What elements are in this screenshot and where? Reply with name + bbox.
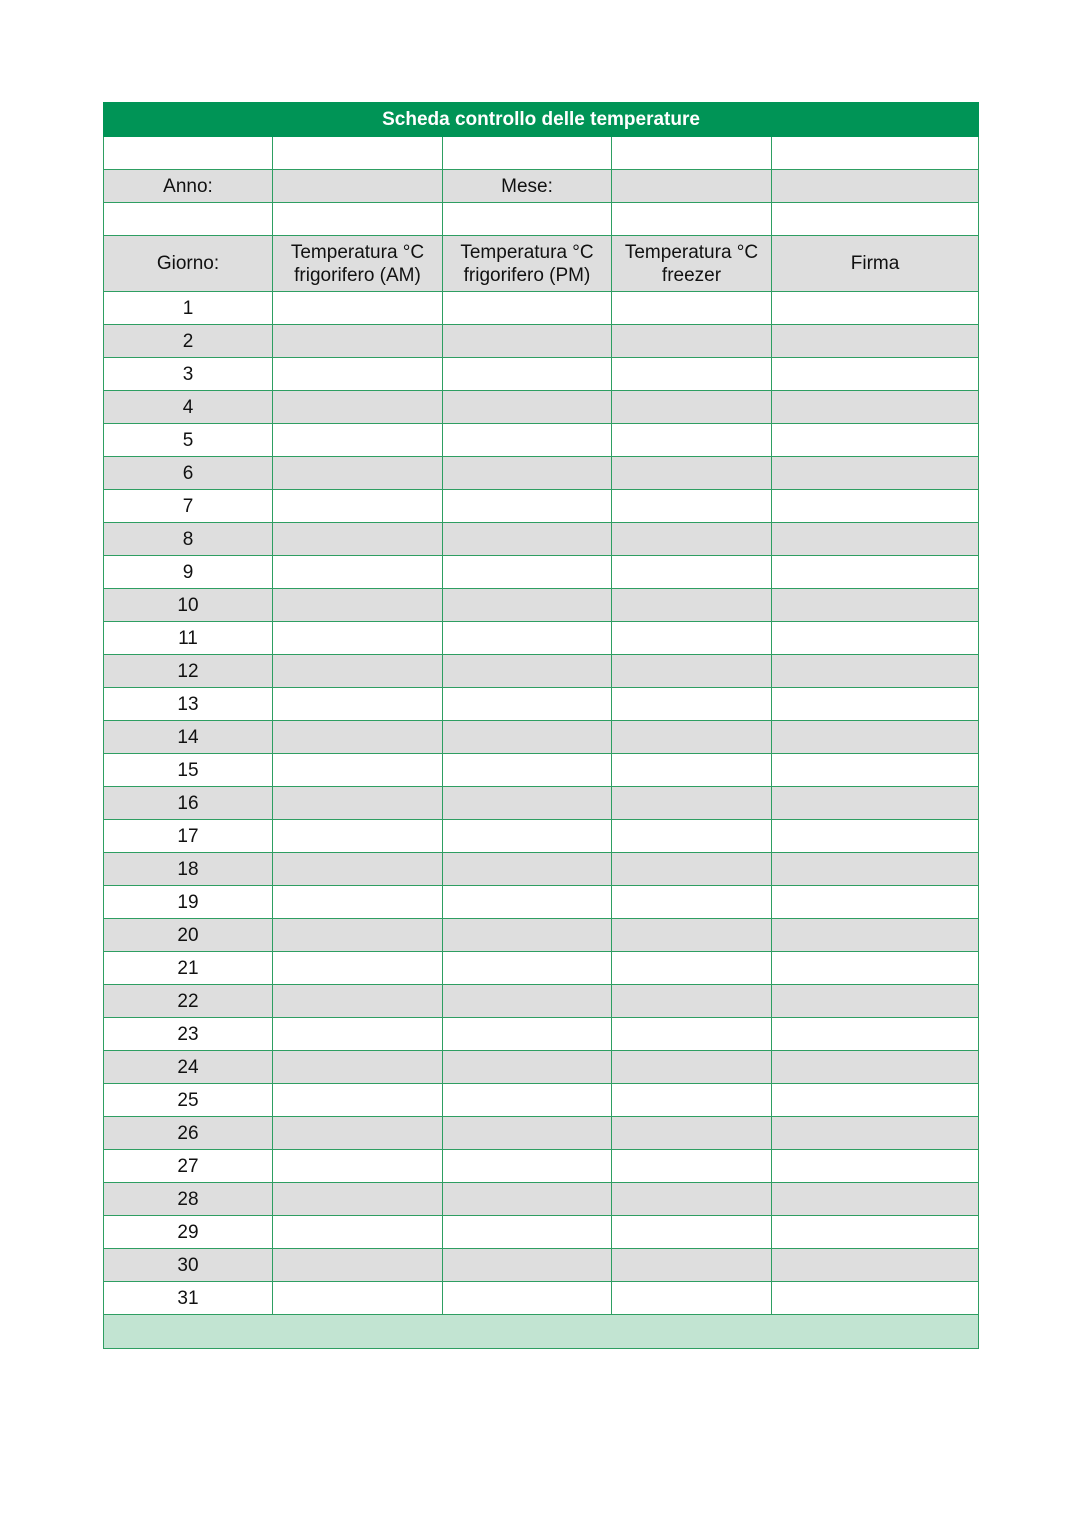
- fridge-am-cell[interactable]: [273, 820, 443, 853]
- fridge-pm-cell[interactable]: [443, 1150, 612, 1183]
- firma-cell[interactable]: [772, 556, 979, 589]
- fridge-am-cell[interactable]: [273, 424, 443, 457]
- year-month-row: [104, 170, 979, 203]
- firma-cell[interactable]: [772, 1282, 979, 1315]
- day-row: [104, 1051, 979, 1084]
- fridge-pm-header-line1: Temperatura °C: [460, 241, 594, 263]
- blank-cell[interactable]: [612, 203, 772, 236]
- day-row: [104, 589, 979, 622]
- fridge-am-header-line1: Temperatura °C: [290, 241, 425, 263]
- firma-cell[interactable]: [772, 1183, 979, 1216]
- fridge-am-cell[interactable]: [273, 886, 443, 919]
- freezer-cell[interactable]: [612, 523, 772, 556]
- fridge-am-cell[interactable]: [273, 721, 443, 754]
- blank-cell[interactable]: [772, 137, 979, 170]
- freezer-cell[interactable]: [612, 1117, 772, 1150]
- freezer-cell[interactable]: [612, 1282, 772, 1315]
- fridge-am-cell[interactable]: [273, 985, 443, 1018]
- day-number: 7: [104, 490, 273, 523]
- blank-cell[interactable]: [443, 203, 612, 236]
- freezer-cell[interactable]: [612, 325, 772, 358]
- firma-cell[interactable]: [772, 457, 979, 490]
- day-number: 22: [104, 985, 273, 1018]
- day-row: [104, 1084, 979, 1117]
- fridge-pm-cell[interactable]: [443, 985, 612, 1018]
- day-row: [104, 688, 979, 721]
- temperature-sheet: [103, 102, 979, 1349]
- firma-cell[interactable]: [772, 985, 979, 1018]
- fridge-am-cell[interactable]: [273, 1216, 443, 1249]
- fridge-pm-cell[interactable]: [443, 424, 612, 457]
- firma-cell[interactable]: [772, 820, 979, 853]
- day-number: 23: [104, 1018, 273, 1051]
- freezer-cell[interactable]: [612, 1018, 772, 1051]
- fridge-am-cell[interactable]: [273, 391, 443, 424]
- firma-cell[interactable]: [772, 853, 979, 886]
- day-number: 10: [104, 589, 273, 622]
- blank-cell[interactable]: [612, 137, 772, 170]
- firma-cell[interactable]: [772, 358, 979, 391]
- day-row: [104, 490, 979, 523]
- fridge-pm-cell[interactable]: [443, 787, 612, 820]
- day-row: [104, 1216, 979, 1249]
- day-number: 30: [104, 1249, 273, 1282]
- fridge-pm-cell[interactable]: [443, 1018, 612, 1051]
- day-row: [104, 820, 979, 853]
- fridge-pm-cell[interactable]: [443, 820, 612, 853]
- day-row: [104, 424, 979, 457]
- fridge-pm-cell[interactable]: [443, 886, 612, 919]
- fridge-pm-cell[interactable]: [443, 622, 612, 655]
- firma-cell[interactable]: [772, 1216, 979, 1249]
- firma-cell[interactable]: [772, 1117, 979, 1150]
- blank-cell[interactable]: [273, 203, 443, 236]
- day-number: 29: [104, 1216, 273, 1249]
- fridge-am-cell[interactable]: [273, 523, 443, 556]
- firma-cell[interactable]: [772, 622, 979, 655]
- day-row: [104, 1018, 979, 1051]
- fridge-pm-cell[interactable]: [443, 391, 612, 424]
- day-number: 15: [104, 754, 273, 787]
- giorno-header: Giorno:: [104, 236, 273, 292]
- day-number: 1: [104, 292, 273, 325]
- fridge-pm-cell[interactable]: [443, 1249, 612, 1282]
- firma-cell[interactable]: [772, 1150, 979, 1183]
- freezer-cell[interactable]: [612, 853, 772, 886]
- day-number: 9: [104, 556, 273, 589]
- day-row: [104, 391, 979, 424]
- firma-cell[interactable]: [772, 787, 979, 820]
- fridge-am-cell[interactable]: [273, 325, 443, 358]
- day-number: 18: [104, 853, 273, 886]
- day-number: 31: [104, 1282, 273, 1315]
- firma-cell[interactable]: [772, 754, 979, 787]
- day-number: 2: [104, 325, 273, 358]
- firma-cell[interactable]: [772, 1051, 979, 1084]
- anno-value-cell[interactable]: [273, 170, 443, 203]
- day-row: [104, 358, 979, 391]
- fridge-am-cell[interactable]: [273, 1183, 443, 1216]
- day-row: [104, 1282, 979, 1315]
- firma-cell[interactable]: [772, 424, 979, 457]
- firma-cell[interactable]: [772, 952, 979, 985]
- day-row: [104, 886, 979, 919]
- day-row: [104, 721, 979, 754]
- fridge-pm-cell[interactable]: [443, 1183, 612, 1216]
- blank-cell[interactable]: [104, 203, 273, 236]
- freezer-cell[interactable]: [612, 820, 772, 853]
- fridge-pm-cell[interactable]: [443, 358, 612, 391]
- blank-cell[interactable]: [443, 137, 612, 170]
- fridge-pm-cell[interactable]: [443, 556, 612, 589]
- freezer-cell[interactable]: [612, 688, 772, 721]
- fridge-am-cell[interactable]: [273, 622, 443, 655]
- freezer-cell[interactable]: [612, 490, 772, 523]
- day-number: 4: [104, 391, 273, 424]
- fridge-am-cell[interactable]: [273, 1084, 443, 1117]
- day-number: 20: [104, 919, 273, 952]
- fridge-am-cell[interactable]: [273, 787, 443, 820]
- firma-cell[interactable]: [772, 1249, 979, 1282]
- column-header-row: [104, 236, 979, 292]
- fridge-pm-cell[interactable]: [443, 919, 612, 952]
- fridge-pm-cell[interactable]: [443, 523, 612, 556]
- freezer-cell[interactable]: [612, 589, 772, 622]
- fridge-am-header-line2: frigorifero (AM): [294, 264, 421, 286]
- freezer-cell[interactable]: [612, 391, 772, 424]
- day-row: [104, 853, 979, 886]
- fridge-am-cell[interactable]: [273, 688, 443, 721]
- footer-row: [104, 1315, 979, 1349]
- day-number: 8: [104, 523, 273, 556]
- fridge-am-cell[interactable]: [273, 1051, 443, 1084]
- freezer-cell[interactable]: [612, 358, 772, 391]
- fridge-am-cell[interactable]: [273, 1018, 443, 1051]
- freezer-cell[interactable]: [612, 787, 772, 820]
- fridge-am-cell[interactable]: [273, 1150, 443, 1183]
- freezer-cell[interactable]: [612, 721, 772, 754]
- freezer-cell[interactable]: [612, 457, 772, 490]
- fridge-am-cell[interactable]: [273, 952, 443, 985]
- fridge-pm-cell[interactable]: [443, 853, 612, 886]
- freezer-cell[interactable]: [612, 292, 772, 325]
- fridge-pm-cell[interactable]: [443, 655, 612, 688]
- freezer-cell[interactable]: [612, 1216, 772, 1249]
- firma-cell[interactable]: [772, 886, 979, 919]
- fridge-pm-cell[interactable]: [443, 1084, 612, 1117]
- day-number: 19: [104, 886, 273, 919]
- day-row: [104, 754, 979, 787]
- firma-cell[interactable]: [772, 688, 979, 721]
- firma-cell[interactable]: [772, 523, 979, 556]
- fridge-am-cell[interactable]: [273, 754, 443, 787]
- day-row: [104, 622, 979, 655]
- fridge-pm-cell[interactable]: [443, 1051, 612, 1084]
- firma-cell[interactable]: [772, 919, 979, 952]
- day-number: 27: [104, 1150, 273, 1183]
- fridge-am-cell[interactable]: [273, 589, 443, 622]
- fridge-am-cell[interactable]: [273, 1249, 443, 1282]
- freezer-cell[interactable]: [612, 556, 772, 589]
- day-row: [104, 325, 979, 358]
- day-number: 28: [104, 1183, 273, 1216]
- day-row: [104, 556, 979, 589]
- day-row: [104, 292, 979, 325]
- day-number: 5: [104, 424, 273, 457]
- freezer-cell[interactable]: [612, 424, 772, 457]
- day-row: [104, 655, 979, 688]
- blank-row: [104, 203, 979, 236]
- fridge-pm-cell[interactable]: [443, 292, 612, 325]
- freezer-cell[interactable]: [612, 622, 772, 655]
- fridge-pm-cell[interactable]: [443, 952, 612, 985]
- mese-label: Mese:: [443, 170, 612, 203]
- fridge-am-cell[interactable]: [273, 1282, 443, 1315]
- day-row: [104, 1183, 979, 1216]
- day-row: [104, 1249, 979, 1282]
- blank-cell[interactable]: [772, 203, 979, 236]
- day-number: 17: [104, 820, 273, 853]
- freezer-cell[interactable]: [612, 1084, 772, 1117]
- day-number: 21: [104, 952, 273, 985]
- info-extra-cell[interactable]: [772, 170, 979, 203]
- day-number: 3: [104, 358, 273, 391]
- freezer-cell[interactable]: [612, 1051, 772, 1084]
- fridge-pm-cell[interactable]: [443, 721, 612, 754]
- fridge-pm-header: [443, 236, 612, 292]
- day-number: 24: [104, 1051, 273, 1084]
- firma-cell[interactable]: [772, 589, 979, 622]
- day-number: 13: [104, 688, 273, 721]
- fridge-pm-header-line2: frigorifero (PM): [463, 264, 591, 286]
- anno-label: Anno:: [104, 170, 273, 203]
- footer-band: [104, 1315, 979, 1349]
- firma-cell[interactable]: [772, 391, 979, 424]
- day-number: 26: [104, 1117, 273, 1150]
- blank-cell[interactable]: [273, 137, 443, 170]
- freezer-cell[interactable]: [612, 1249, 772, 1282]
- day-number: 14: [104, 721, 273, 754]
- day-number: 16: [104, 787, 273, 820]
- firma-cell[interactable]: [772, 1018, 979, 1051]
- fridge-pm-cell[interactable]: [443, 1216, 612, 1249]
- day-row: [104, 1150, 979, 1183]
- fridge-am-cell[interactable]: [273, 292, 443, 325]
- blank-cell[interactable]: [104, 137, 273, 170]
- freezer-header-line2: freezer: [661, 264, 722, 286]
- freezer-cell[interactable]: [612, 655, 772, 688]
- freezer-cell[interactable]: [612, 985, 772, 1018]
- day-number: 12: [104, 655, 273, 688]
- freezer-header-line1: Temperatura °C: [624, 241, 759, 263]
- freezer-cell[interactable]: [612, 1183, 772, 1216]
- mese-value-cell[interactable]: [612, 170, 772, 203]
- fridge-pm-cell[interactable]: [443, 1117, 612, 1150]
- fridge-am-cell[interactable]: [273, 358, 443, 391]
- fridge-am-cell[interactable]: [273, 490, 443, 523]
- day-number: 6: [104, 457, 273, 490]
- firma-cell[interactable]: [772, 655, 979, 688]
- freezer-cell[interactable]: [612, 1150, 772, 1183]
- freezer-cell[interactable]: [612, 952, 772, 985]
- fridge-am-cell[interactable]: [273, 556, 443, 589]
- fridge-am-cell[interactable]: [273, 919, 443, 952]
- freezer-cell[interactable]: [612, 919, 772, 952]
- freezer-cell[interactable]: [612, 886, 772, 919]
- day-row: [104, 787, 979, 820]
- firma-cell[interactable]: [772, 1084, 979, 1117]
- fridge-pm-cell[interactable]: [443, 325, 612, 358]
- firma-header: Firma: [772, 236, 979, 292]
- day-number: 25: [104, 1084, 273, 1117]
- fridge-am-cell[interactable]: [273, 655, 443, 688]
- fridge-am-cell[interactable]: [273, 1117, 443, 1150]
- title-row: [104, 103, 979, 137]
- day-row: [104, 919, 979, 952]
- fridge-am-cell[interactable]: [273, 853, 443, 886]
- freezer-cell[interactable]: [612, 754, 772, 787]
- fridge-pm-cell[interactable]: [443, 688, 612, 721]
- blank-row: [104, 137, 979, 170]
- sheet-title: Scheda controllo delle temperature: [104, 103, 979, 137]
- fridge-pm-cell[interactable]: [443, 754, 612, 787]
- day-row: [104, 457, 979, 490]
- day-row: [104, 1117, 979, 1150]
- fridge-am-cell[interactable]: [273, 457, 443, 490]
- firma-cell[interactable]: [772, 490, 979, 523]
- firma-cell[interactable]: [772, 325, 979, 358]
- fridge-am-header: [273, 236, 443, 292]
- fridge-pm-cell[interactable]: [443, 457, 612, 490]
- fridge-pm-cell[interactable]: [443, 1282, 612, 1315]
- day-number: 11: [104, 622, 273, 655]
- day-row: [104, 523, 979, 556]
- fridge-pm-cell[interactable]: [443, 490, 612, 523]
- freezer-header: [612, 236, 772, 292]
- day-row: [104, 985, 979, 1018]
- day-row: [104, 952, 979, 985]
- firma-cell[interactable]: [772, 292, 979, 325]
- fridge-pm-cell[interactable]: [443, 589, 612, 622]
- firma-cell[interactable]: [772, 721, 979, 754]
